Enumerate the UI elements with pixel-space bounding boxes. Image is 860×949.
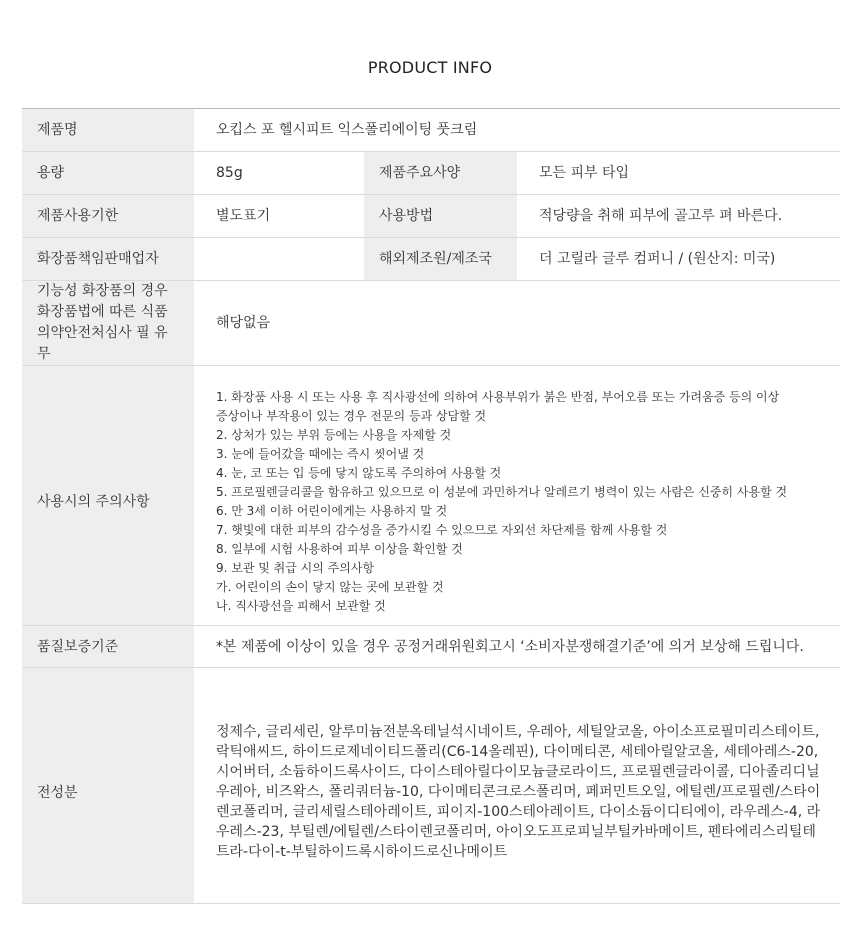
label-expiry: 제품사용기한 [22,195,194,238]
value-quality: *본 제품에 이상이 있을 경우 공정거래위원회고시 ‘소비자분쟁해결기준’에 의거 보상해 드립니다. [194,626,840,668]
label-quality: 품질보증기준 [22,626,194,668]
row-functional [22,281,840,366]
caution-item: 5. 프로필렌글리콜을 함유하고 있으므로 이 성분에 과민하거나 알레르기 병력이 있는 사람은 신중히 사용할 것 [216,484,788,499]
caution-item: 3. 눈에 들어갔을 때에는 즉시 씻어낼 것 [216,446,425,461]
value-manufacturer: 더 고릴라 글루 컴퍼니 / (원산지: 미국) [517,238,840,281]
caution-item: 나. 직사광선을 피해서 보관할 것 [216,598,386,613]
label-main-spec: 제품주요사양 [364,152,517,195]
label-ingredients: 전성분 [22,668,194,904]
label-usage: 사용방법 [364,195,517,238]
value-functional: 해당없음 [194,281,840,366]
row-expiry [22,195,840,238]
caution-item: 8. 일부에 시험 사용하여 피부 이상을 확인할 것 [216,541,463,556]
value-usage: 적당량을 취해 피부에 골고루 펴 바른다. [517,195,840,238]
value-product-name: 오킵스 포 헬시피트 익스폴리에이팅 풋크림 [194,109,840,152]
row-product-name [22,109,840,152]
label-functional-line: 화장품법에 따른 식품 [37,304,168,320]
caution-item: 4. 눈, 코 또는 입 등에 닿지 않도록 주의하여 사용할 것 [216,465,502,480]
caution-list [216,388,824,616]
row-capacity [22,152,840,195]
label-seller: 화장품책임판매업자 [22,238,194,281]
caution-item: 가. 어린이의 손이 닿지 않는 곳에 보관할 것 [216,579,444,594]
value-capacity: 85g [194,152,364,195]
row-seller [22,238,840,281]
label-functional-line: 의약안전처심사 필 유무 [37,325,168,362]
label-manufacturer: 해외제조원/제조국 [364,238,517,281]
caution-item: 6. 만 3세 이하 어린이에게는 사용하지 말 것 [216,503,448,518]
caution-item: 2. 상처가 있는 부위 등에는 사용을 자제할 것 [216,427,452,442]
caution-item: 증상이나 부작용이 있는 경우 전문의 등과 상담할 것 [216,408,487,423]
value-seller [194,238,364,281]
label-product-name: 제품명 [22,109,194,152]
value-expiry: 별도표기 [194,195,364,238]
page-title: PRODUCT INFO [367,58,493,77]
caution-item: 9. 보관 및 취급 시의 주의사항 [216,560,375,575]
value-caution [194,366,840,626]
value-ingredients: 정제수, 글리세린, 알루미늄전분옥테닐석시네이트, 우레아, 세틸알코올, 아이소프로필미리스테이트, 락틱애씨드, 하이드로제네이티드폴리(C6-14올레핀), 다이메티콘, 세테아릴알코올, 세테아레스-20, 시어버터, 소듐하이드록사이드, 다이스테아릴다이모늄클로라이드, 프로필렌글라이콜, 디아졸리디닐우레아, 비즈왁스, 폴리쿼터늄-10, 다이메티콘크로스폴리머, 페퍼민트오일, 에틸렌/프로필렌/스타이렌코폴리머, 글리세릴스테아레이트, 피이지-100스테아레이트, 다이소듐이디티에이, 라우레스-4, 라우레스-23, 부틸렌/에틸렌/스타이렌코폴리머, 아이오도프로피닐부틸카바메이트, 펜타에리스리틸테트라-다이-t-부틸하이드록시하이드로신나메이트 [194,668,840,904]
caution-item: 7. 햇빛에 대한 피부의 감수성을 증가시킬 수 있으므로 자외선 차단제를 함께 사용할 것 [216,522,668,537]
caution-item: 1. 화장품 사용 시 또는 사용 후 직사광선에 의하여 사용부위가 붉은 반점, 부어오름 또는 가려움증 등의 이상 [216,389,780,404]
product-info-table [22,108,840,904]
label-functional-line: 기능성 화장품의 경우 [37,283,168,299]
row-quality [22,626,840,668]
label-capacity: 용량 [22,152,194,195]
row-ingredients [22,668,840,904]
value-main-spec: 모든 피부 타입 [517,152,840,195]
label-caution: 사용시의 주의사항 [22,366,194,626]
row-caution [22,366,840,626]
label-functional [22,281,194,366]
